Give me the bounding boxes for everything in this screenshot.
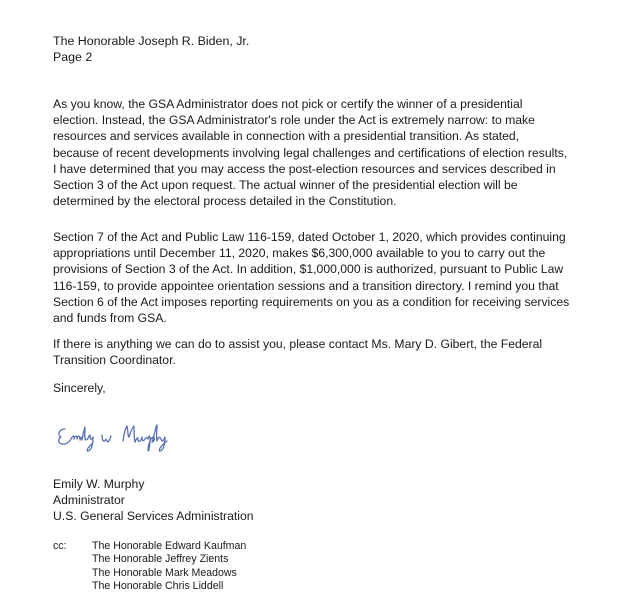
paragraph-line: 116-159, to provide appointee orientation sessions and a transition directory. I remind you that xyxy=(53,278,559,293)
cc-label: cc: xyxy=(53,540,67,552)
signatory-name: Emily W. Murphy xyxy=(53,477,145,491)
paragraph-contact xyxy=(53,336,573,368)
paragraph-line: I have determined that you may access the post-election resources and services described in xyxy=(53,161,556,176)
paragraph-line: and funds from GSA. xyxy=(53,311,167,326)
paragraph-line: provisions of Section 3 of the Act. In addition, $1,000,000 is authorized, pursuant to Public Law xyxy=(53,262,564,277)
paragraph-line: appropriations until December 11, 2020, makes $6,300,000 available to you to carry out the xyxy=(53,246,546,261)
letter-header xyxy=(53,33,249,65)
paragraph-appropriations xyxy=(53,229,573,326)
signatory-agency: U.S. General Services Administration xyxy=(53,509,254,523)
cc-list xyxy=(92,540,246,594)
paragraph-line: If there is anything we can do to assist you, please contact Ms. Mary D. Gibert, the Federal xyxy=(53,337,543,351)
cc-recipient: The Honorable Mark Meadows xyxy=(92,566,237,579)
signature-block xyxy=(53,476,254,524)
recipient-line: The Honorable Joseph R. Biden, Jr. xyxy=(53,34,250,48)
cc-recipient: The Honorable Chris Liddell xyxy=(92,580,224,593)
cc-recipient: The Honorable Jeffrey Zients xyxy=(92,553,229,566)
paragraph-line: Section 3 of the Act upon request. The actual winner of the presidential election will be xyxy=(53,178,518,193)
paragraph-gsa-role xyxy=(53,96,573,209)
closing-salutation: Sincerely, xyxy=(53,381,106,395)
paragraph-line: resources and services available in connection with a presidential transition. As stated, xyxy=(53,129,520,144)
paragraph-line: As you know, the GSA Administrator does not pick or certify the winner of a presidential xyxy=(53,97,523,111)
paragraph-line: election. Instead, the GSA Administrator's role under the Act is extremely narrow: to make xyxy=(53,113,535,128)
page-number: Page 2 xyxy=(53,50,93,64)
signatory-title: Administrator xyxy=(53,493,125,507)
paragraph-line: Section 7 of the Act and Public Law 116-159, dated October 1, 2020, which provides continuing xyxy=(53,230,566,244)
paragraph-line: Section 6 of the Act imposes reporting requirements on you as a condition for receiving services xyxy=(53,294,570,309)
paragraph-line: because of recent developments involving legal challenges and certifications of election results, xyxy=(53,145,568,160)
paragraph-line: determined by the electoral process detailed in the Constitution. xyxy=(53,194,397,209)
handwritten-signature xyxy=(55,415,215,455)
paragraph-line: Transition Coordinator. xyxy=(53,353,176,368)
cc-recipient: The Honorable Edward Kaufman xyxy=(92,540,247,552)
